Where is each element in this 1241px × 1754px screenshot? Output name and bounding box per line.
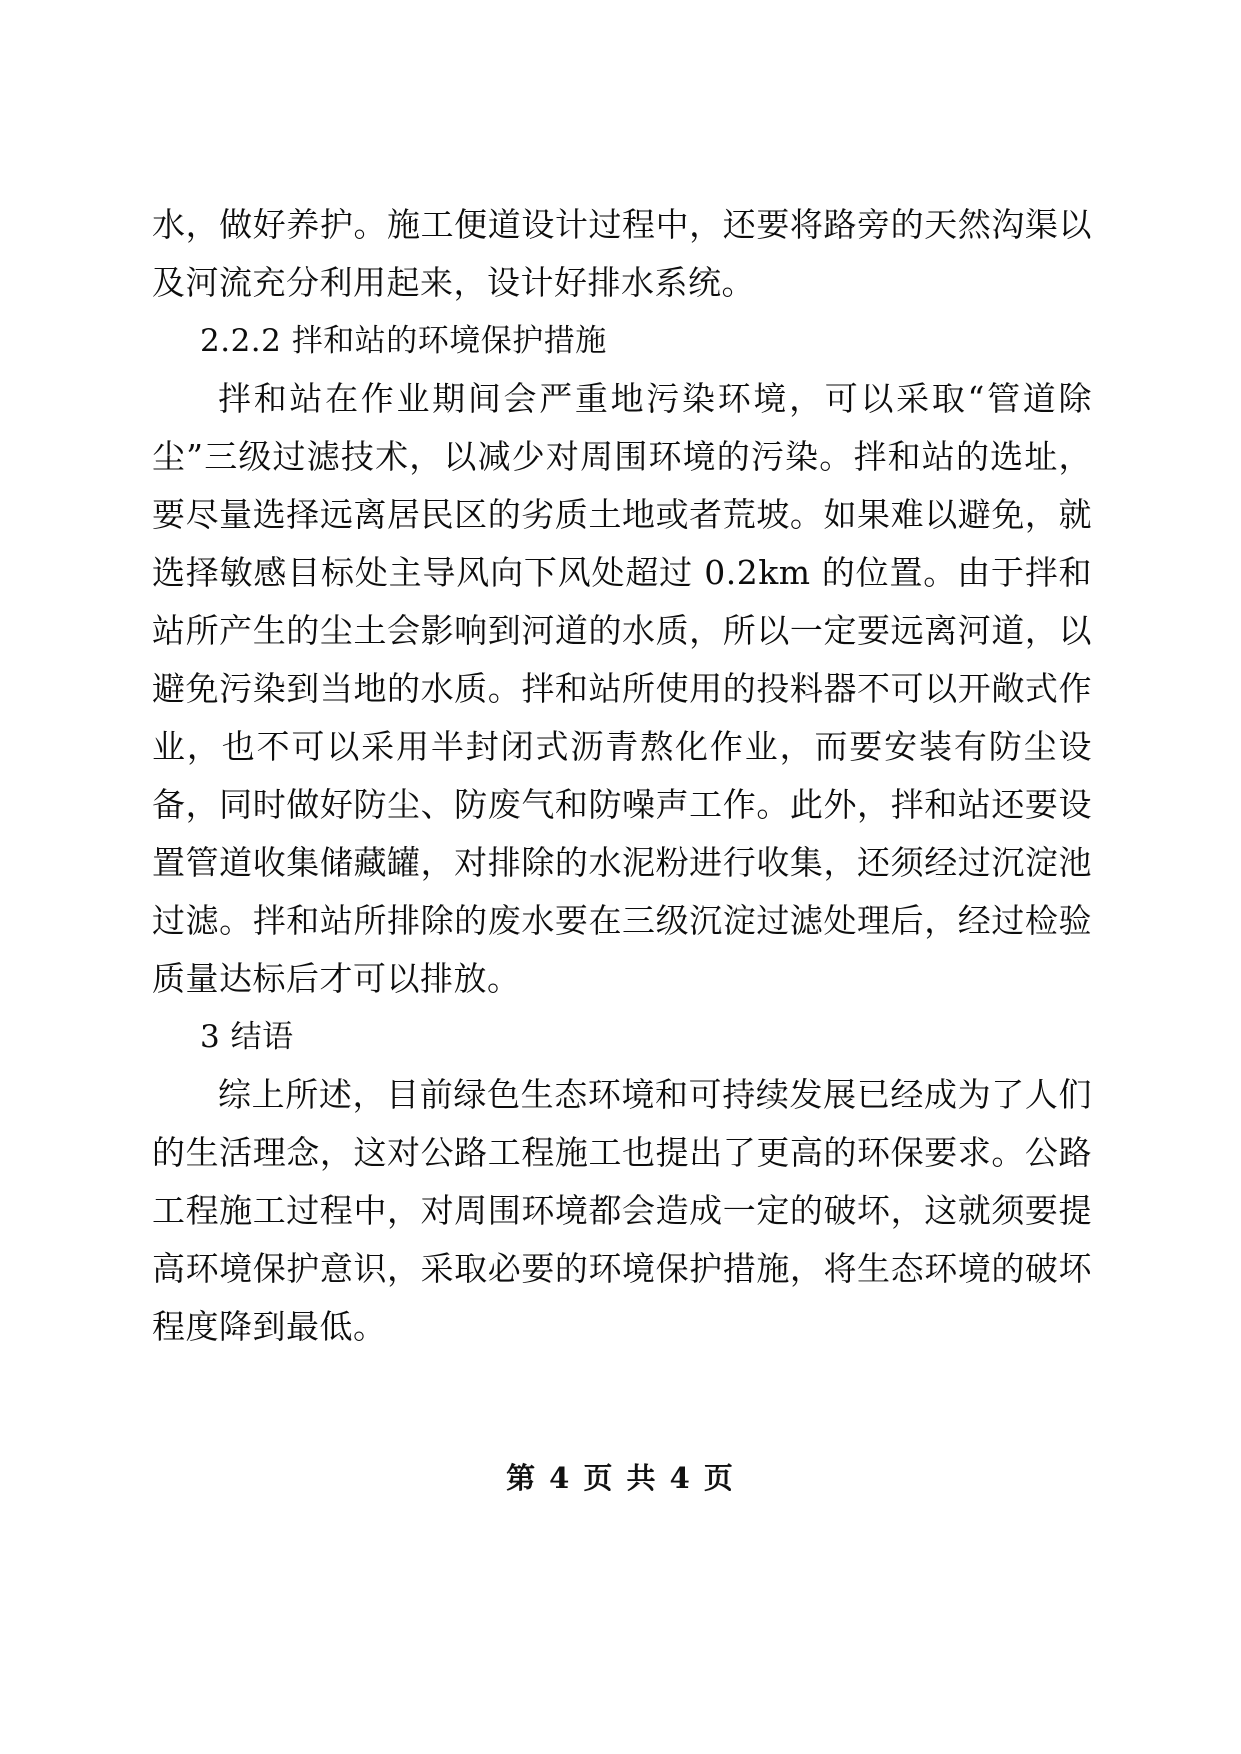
section-heading-2-2-2: 2.2.2 拌和站的环境保护措施 [200,323,607,359]
document-body [152,196,1092,1356]
paragraph-continuation: 水，做好养护。施工便道设计过程中，还要将路旁的天然沟渠以及河流充分利用起来，设计好排水系统。 [152,205,1092,302]
paragraph-conclusion: 综上所述，目前绿色生态环境和可持续发展已经成为了人们的生活理念，这对公路工程施工也提出了更高的环保要求。公路工程施工过程中，对周围环境都会造成一定的破坏，这就须要提高环境保护意识，采取必要的环境保护措施，将生态环境的破坏程度降到最低。 [152,1075,1092,1346]
section-heading-3: 3 结语 [200,1019,294,1055]
paragraph-mixing-station: 拌和站在作业期间会严重地污染环境，可以采取“管道除尘”三级过滤技术，以减少对周围环境的污染。拌和站的选址，要尽量选择远离居民区的劣质土地或者荒坡。如果难以避免，就选择敏感目标处主导风向下风处超过 0.2km 的位置。由于拌和站所产生的尘土会影响到河道的水质，所以一定要远离河道，以避免污染到当地的水质。拌和站所使用的投料器不可以开敞式作业，也不可以采用半封闭式沥青熬化作业，而要安装有防尘设备，同时做好防尘、防废气和防噪声工作。此外，拌和站还要设置管道收集储藏罐，对排除的水泥粉进行收集，还须经过沉淀池过滤。拌和站所排除的废水要在三级沉淀过滤处理后，经过检验质量达标后才可以排放。 [152,379,1092,998]
page-footer: 第 4 页 共 4 页 [506,1461,735,1495]
